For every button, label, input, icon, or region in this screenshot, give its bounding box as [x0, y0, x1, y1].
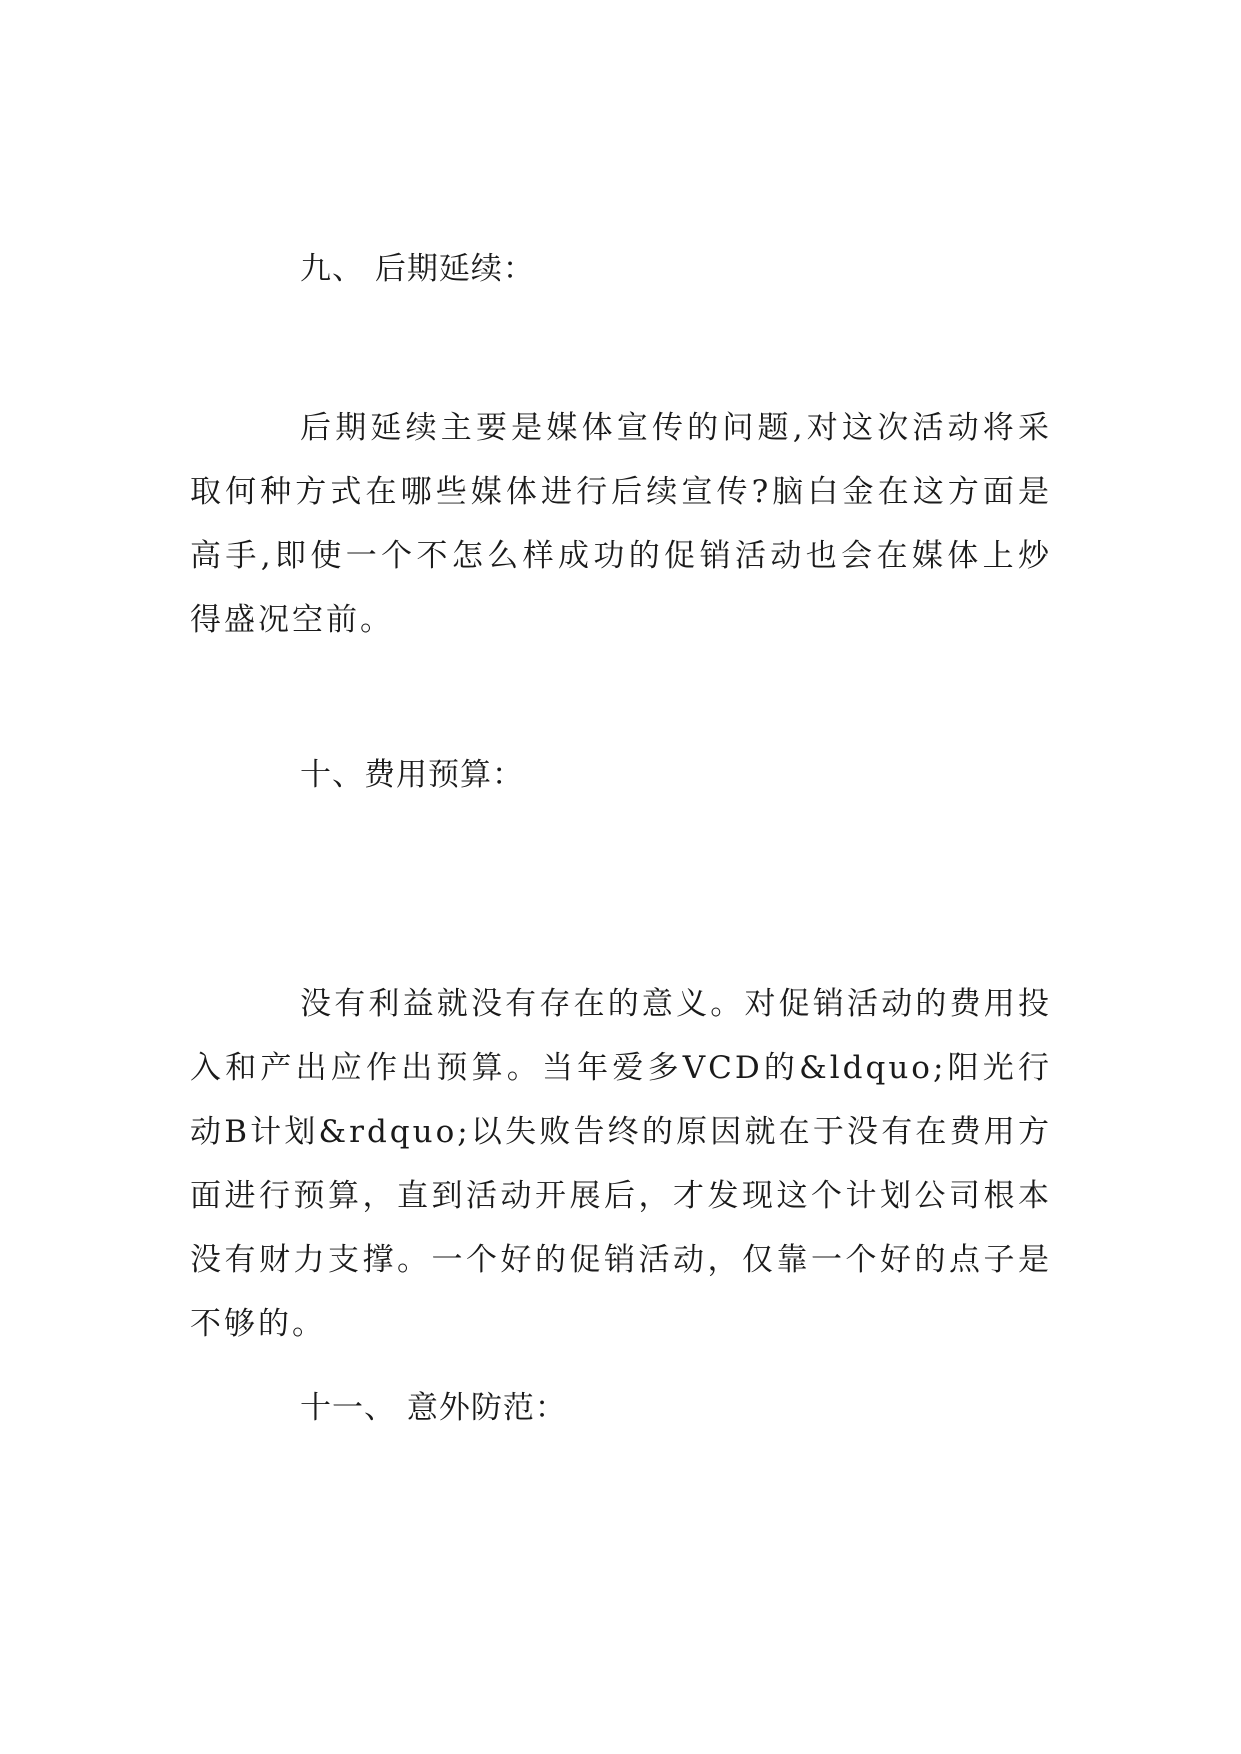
- section-heading-11: 十一、 意外防范：: [300, 1390, 567, 1426]
- section-paragraph-9: 后期延续主要是媒体宣传的问题,对这次活动将采取何种方式在哪些媒体进行后续宣传?脑白金在这方面是高手,即使一个不怎么样成功的促销活动也会在媒体上炒得盛况空前。: [190, 410, 1052, 638]
- section-heading-10: 十、费用预算：: [300, 757, 524, 793]
- section-heading-9: 九、 后期延续：: [300, 251, 535, 287]
- section-paragraph-10: 没有利益就没有存在的意义。对促销活动的费用投入和产出应作出预算。当年爱多VCD的&ldquo;阳光行动B计划&rdquo;以失败告终的原因就在于没有在费用方面进行预算，直到活动开展后，才发现这个计划公司根本没有财力支撑。一个好的促销活动，仅靠一个好的点子是不够的。: [190, 986, 1052, 1342]
